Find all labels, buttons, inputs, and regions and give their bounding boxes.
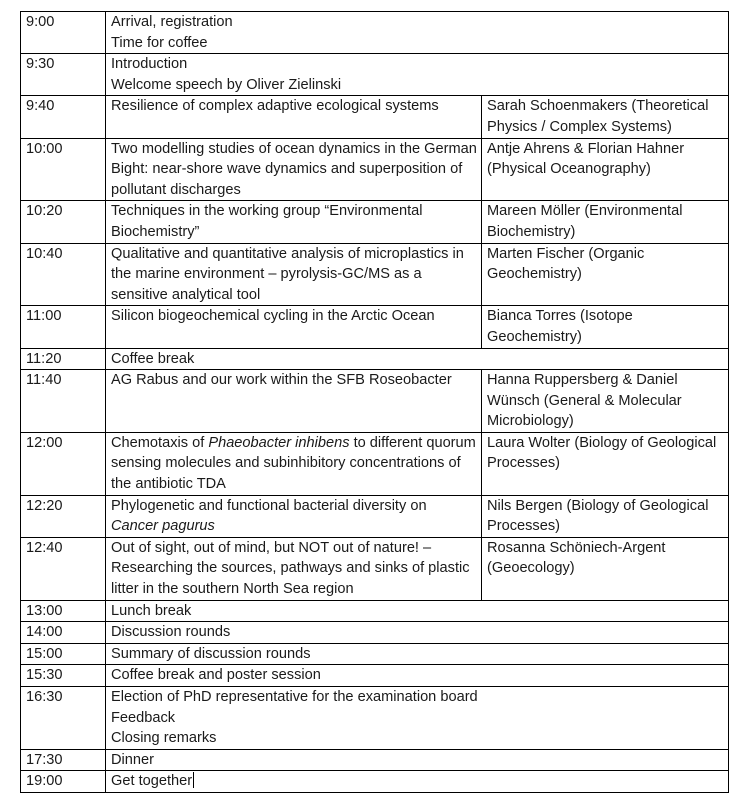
item-cell	[106, 665, 729, 687]
table-row	[21, 96, 729, 138]
speaker-cell: Antje Ahrens & Florian Hahner (Physical Oceanography)	[482, 138, 729, 201]
time-cell: 9:40	[21, 96, 106, 138]
time-cell: 11:40	[21, 370, 106, 433]
time-cell: 12:20	[21, 495, 106, 537]
table-row	[21, 600, 729, 622]
item-line: Dinner	[111, 751, 154, 768]
species-name: Cancer pagurus	[111, 518, 215, 535]
talk-title: Out of sight, out of mind, but NOT out of nature! – Researching the sources, pathways and sinks of plastic litter in the southern North Sea region	[106, 537, 482, 600]
item-cell[interactable]	[106, 771, 729, 793]
table-row	[21, 306, 729, 348]
time-cell: 17:30	[21, 749, 106, 771]
time-cell: 11:00	[21, 306, 106, 348]
time-cell: 12:40	[21, 537, 106, 600]
item-cell	[106, 622, 729, 644]
table-row	[21, 749, 729, 771]
time-cell: 10:20	[21, 201, 106, 243]
speaker-cell: Hanna Ruppersberg & Daniel Wünsch (General & Molecular Microbiology)	[482, 370, 729, 433]
talk-title-part: to different quorum sensing molecules and subinhibitory concentrations of the antibiotic TDA	[111, 434, 476, 493]
time-cell: 10:00	[21, 138, 106, 201]
schedule-table	[20, 11, 729, 793]
table-row	[21, 432, 729, 495]
table-row	[21, 138, 729, 201]
speaker-cell: Mareen Möller (Environmental Biochemistry)	[482, 201, 729, 243]
item-cell	[106, 749, 729, 771]
item-line: Get together	[111, 773, 193, 790]
table-row	[21, 370, 729, 433]
item-line: Closing remarks	[111, 730, 217, 747]
item-line: Welcome speech by Oliver Zielinski	[111, 76, 342, 93]
table-row	[21, 12, 729, 54]
talk-title: Resilience of complex adaptive ecological systems	[106, 96, 482, 138]
time-cell: 9:30	[21, 54, 106, 96]
item-line: Feedback	[111, 709, 176, 726]
time-cell: 10:40	[21, 243, 106, 306]
table-row	[21, 495, 729, 537]
talk-title: Silicon biogeochemical cycling in the Arctic Ocean	[106, 306, 482, 348]
time-cell: 14:00	[21, 622, 106, 644]
item-line: Summary of discussion rounds	[111, 645, 311, 662]
table-row	[21, 687, 729, 750]
table-row	[21, 643, 729, 665]
species-name: Phaeobacter inhibens	[208, 434, 350, 451]
time-cell: 15:30	[21, 665, 106, 687]
table-row	[21, 771, 729, 793]
talk-title: Qualitative and quantitative analysis of microplastics in the marine environment – pyrolysis-GC/MS as a sensitive analytical tool	[106, 243, 482, 306]
talk-title-part: Chemotaxis of	[111, 434, 209, 451]
text-cursor	[193, 772, 194, 788]
speaker-cell: Rosanna Schöniech-Argent (Geoecology)	[482, 537, 729, 600]
speaker-cell: Sarah Schoenmakers (Theoretical Physics / Complex Systems)	[482, 96, 729, 138]
time-cell: 11:20	[21, 348, 106, 370]
item-line: Arrival, registration	[111, 14, 233, 30]
talk-title: AG Rabus and our work within the SFB Roseobacter	[106, 370, 482, 433]
item-line: Election of PhD representative for the examination board	[111, 689, 478, 705]
talk-title	[106, 432, 482, 495]
time-cell: 13:00	[21, 600, 106, 622]
table-row	[21, 348, 729, 370]
time-cell: 15:00	[21, 643, 106, 665]
table-row	[21, 201, 729, 243]
time-cell: 9:00	[21, 12, 106, 54]
talk-title	[106, 495, 482, 537]
talk-title-part: Phylogenetic and functional bacterial diversity on	[111, 497, 427, 514]
talk-title: Two modelling studies of ocean dynamics in the German Bight: near-shore wave dynamics and superposition of pollutant discharges	[106, 138, 482, 201]
talk-title: Techniques in the working group “Environmental Biochemistry”	[106, 201, 482, 243]
table-row	[21, 537, 729, 600]
table-row	[21, 54, 729, 96]
item-line: Coffee break and poster session	[111, 667, 321, 684]
item-cell	[106, 348, 729, 370]
item-line: Time for coffee	[111, 34, 208, 51]
item-cell	[106, 643, 729, 665]
speaker-cell: Bianca Torres (Isotope Geochemistry)	[482, 306, 729, 348]
speaker-cell: Nils Bergen (Biology of Geological Processes)	[482, 495, 729, 537]
item-line: Introduction	[111, 56, 188, 73]
time-cell: 16:30	[21, 687, 106, 750]
table-row	[21, 243, 729, 306]
item-cell	[106, 54, 729, 96]
item-line: Lunch break	[111, 602, 192, 619]
item-line: Coffee break	[111, 350, 195, 367]
speaker-cell: Marten Fischer (Organic Geochemistry)	[482, 243, 729, 306]
item-line-wrapper	[111, 771, 724, 792]
time-cell: 19:00	[21, 771, 106, 793]
item-cell	[106, 687, 729, 750]
table-row	[21, 622, 729, 644]
time-cell: 12:00	[21, 432, 106, 495]
item-cell	[106, 600, 729, 622]
item-line: Discussion rounds	[111, 624, 231, 641]
item-cell	[106, 12, 729, 54]
table-row	[21, 665, 729, 687]
speaker-cell: Laura Wolter (Biology of Geological Processes)	[482, 432, 729, 495]
